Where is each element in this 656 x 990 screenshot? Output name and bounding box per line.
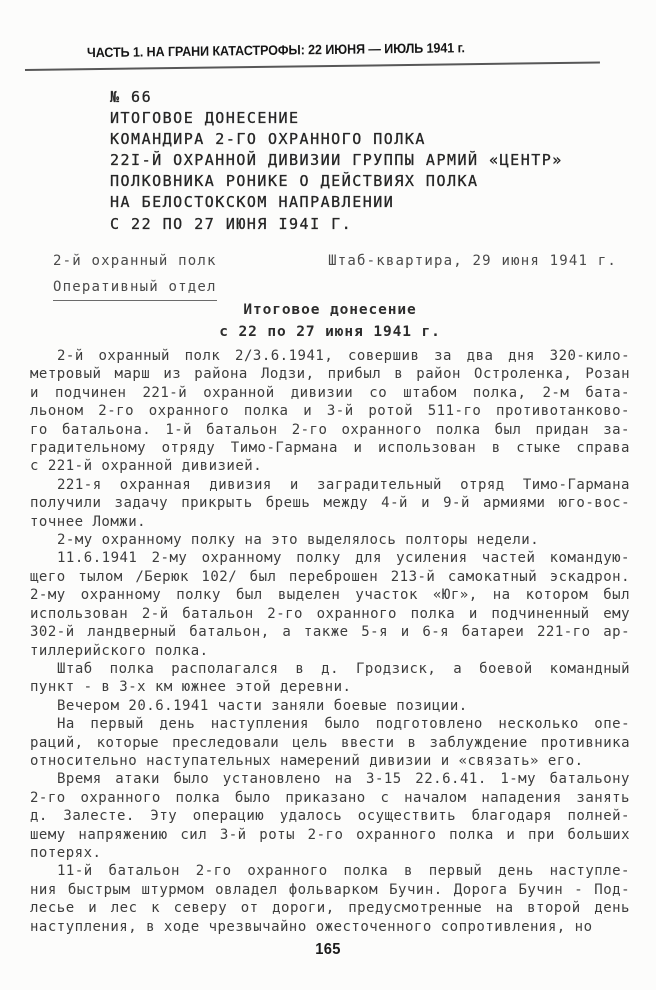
body-paragraph	[30, 660, 630, 697]
report-heading	[30, 299, 630, 344]
subheader-row	[53, 276, 617, 301]
body-paragraph	[30, 697, 630, 715]
body-paragraph	[30, 347, 630, 476]
doc-title-line: 22I-Й ОХРАННОЙ ДИВИЗИИ ГРУППЫ АРМИЙ «ЦЕНТР»	[110, 151, 563, 170]
body-line: ния быстрым штурмом овладел фольварком Бучин. Дорога Бучин - Под-	[30, 881, 630, 898]
doc-title-block	[110, 87, 563, 235]
body-line: 11.6.1941 2-му охранному полку для усиления частей командую-	[57, 550, 630, 567]
doc-title-line: ПОЛКОВНИКА РОНИКЕ О ДЕЙСТВИЯХ ПОЛКА	[110, 172, 479, 191]
body-paragraph	[30, 770, 630, 862]
body-line: пункт - в 3-х км южнее этой деревни.	[30, 679, 352, 696]
body-line: шему напряжению сил 3-й роты 2-го охранного полка и при больших	[30, 826, 630, 843]
body-line: 302-й ландверный батальон, а также 5-я и 6-я батареи 221-го ар-	[30, 624, 630, 641]
body-paragraph	[30, 476, 630, 531]
body-paragraph	[30, 549, 630, 659]
page-number: 165	[315, 941, 341, 958]
body-line: 2-му охранному полку на это выделялось полторы недели.	[57, 532, 540, 549]
body-line: 2-го охранного полка было приказано с началом нападения занять	[30, 789, 630, 806]
body-line: Штаб полка располагался в д. Гродзиск, а боевой командный	[57, 660, 630, 677]
body-paragraph	[30, 715, 630, 770]
body-line: льоном 2-го охранного полка и 3-й ротой 511-го противотанково-	[30, 403, 630, 420]
body-line: раций, которые преследовали цель ввести в заблуждение противника	[30, 734, 630, 751]
place-date: Штаб-квартира, 29 июня 1941 г.	[328, 253, 617, 269]
body-line: 2-му охранному полку был выделен участок «Юг», на котором был	[30, 587, 630, 604]
body-line: Вечером 20.6.1941 части заняли боевые позиции.	[57, 697, 468, 714]
body-line: 11-й батальон 2-го охранного полка в первый день наступле-	[57, 863, 630, 880]
report-heading-line: Итоговое донесение	[243, 302, 417, 318]
body-line: 2-й охранный полк 2/3.6.1941, совершив за два дня 320-кило-	[57, 348, 630, 364]
doc-body	[30, 347, 630, 936]
sender-unit: 2-й охранный полк	[53, 253, 217, 269]
body-line: 221-я охранная дивизия и заградительный отряд Тимо-Гармана	[57, 476, 630, 493]
body-line: го батальона. 1-й батальон 2-го охранного полка был придан за-	[30, 421, 630, 438]
subheader-row	[53, 250, 617, 273]
body-line: и подчинен 221-й охранной дивизии со штабом полка, 2-м бата-	[30, 384, 630, 401]
doc-subheader	[53, 250, 617, 301]
report-period-line: с 22 по 27 июня 1941 г.	[219, 324, 441, 341]
body-paragraph	[30, 862, 630, 936]
body-line: На первый день наступления было подготовлено несколько опе-	[57, 716, 630, 733]
doc-title-line: НА БЕЛОСТОКСКОМ НАПРАВЛЕНИИ	[110, 193, 395, 212]
body-line: относительно наступательных намерений дивизии и «связать» его.	[30, 752, 584, 769]
doc-title-line: С 22 ПО 27 ИЮНЯ I94I Г.	[110, 214, 353, 233]
body-line: Время атаки было установлено на 3-15 22.6.41. 1-му батальону	[57, 771, 630, 788]
body-line: использован 2-й батальон 2-го охранного полка и подчиненный ему	[30, 605, 630, 622]
body-line: точнее Ломжи.	[30, 513, 147, 530]
chapter-header	[25, 35, 600, 71]
body-paragraph	[30, 531, 630, 549]
doc-title-line: КОМАНДИРА 2-ГО ОХРАННОГО ПОЛКА	[110, 130, 426, 149]
doc-number: № 66	[110, 88, 153, 106]
doc-title-line: ИТОГОВОЕ ДОНЕСЕНИЕ	[110, 109, 300, 128]
sender-dept: Оперативный отдел	[53, 276, 217, 301]
body-line: щего тылом /Берюк 102/ был переброшен 213-й самокатный эскадрон.	[30, 568, 630, 585]
body-line: наступления, в ходе чрезвычайно ожесточенного сопротивления, но	[30, 918, 593, 935]
body-line: получили задачу прикрыть брешь между 4-й и 9-й армиями юго-вос-	[30, 495, 630, 512]
body-line: д. Залесте. Эту операцию удалось осуществить благодаря полней-	[30, 808, 630, 825]
body-line: градительному отряду Тимо-Гармана и использован в стыке справа	[30, 440, 630, 457]
body-line: метровый марш из района Лодзи, прибыл в район Остроленка, Розан	[30, 366, 630, 383]
body-line: потерях.	[30, 844, 102, 861]
chapter-title: ЧАСТЬ 1. НА ГРАНИ КАТАСТРОФЫ: 22 ИЮНЯ — ИЮЛЬ 1941 г.	[87, 40, 466, 61]
body-line: лесье и лес к северу от дороги, предусмотренные на второй день	[30, 900, 630, 917]
body-line: тиллерийского полка.	[30, 642, 209, 659]
body-line: с 221-й охранной дивизией.	[30, 458, 263, 475]
